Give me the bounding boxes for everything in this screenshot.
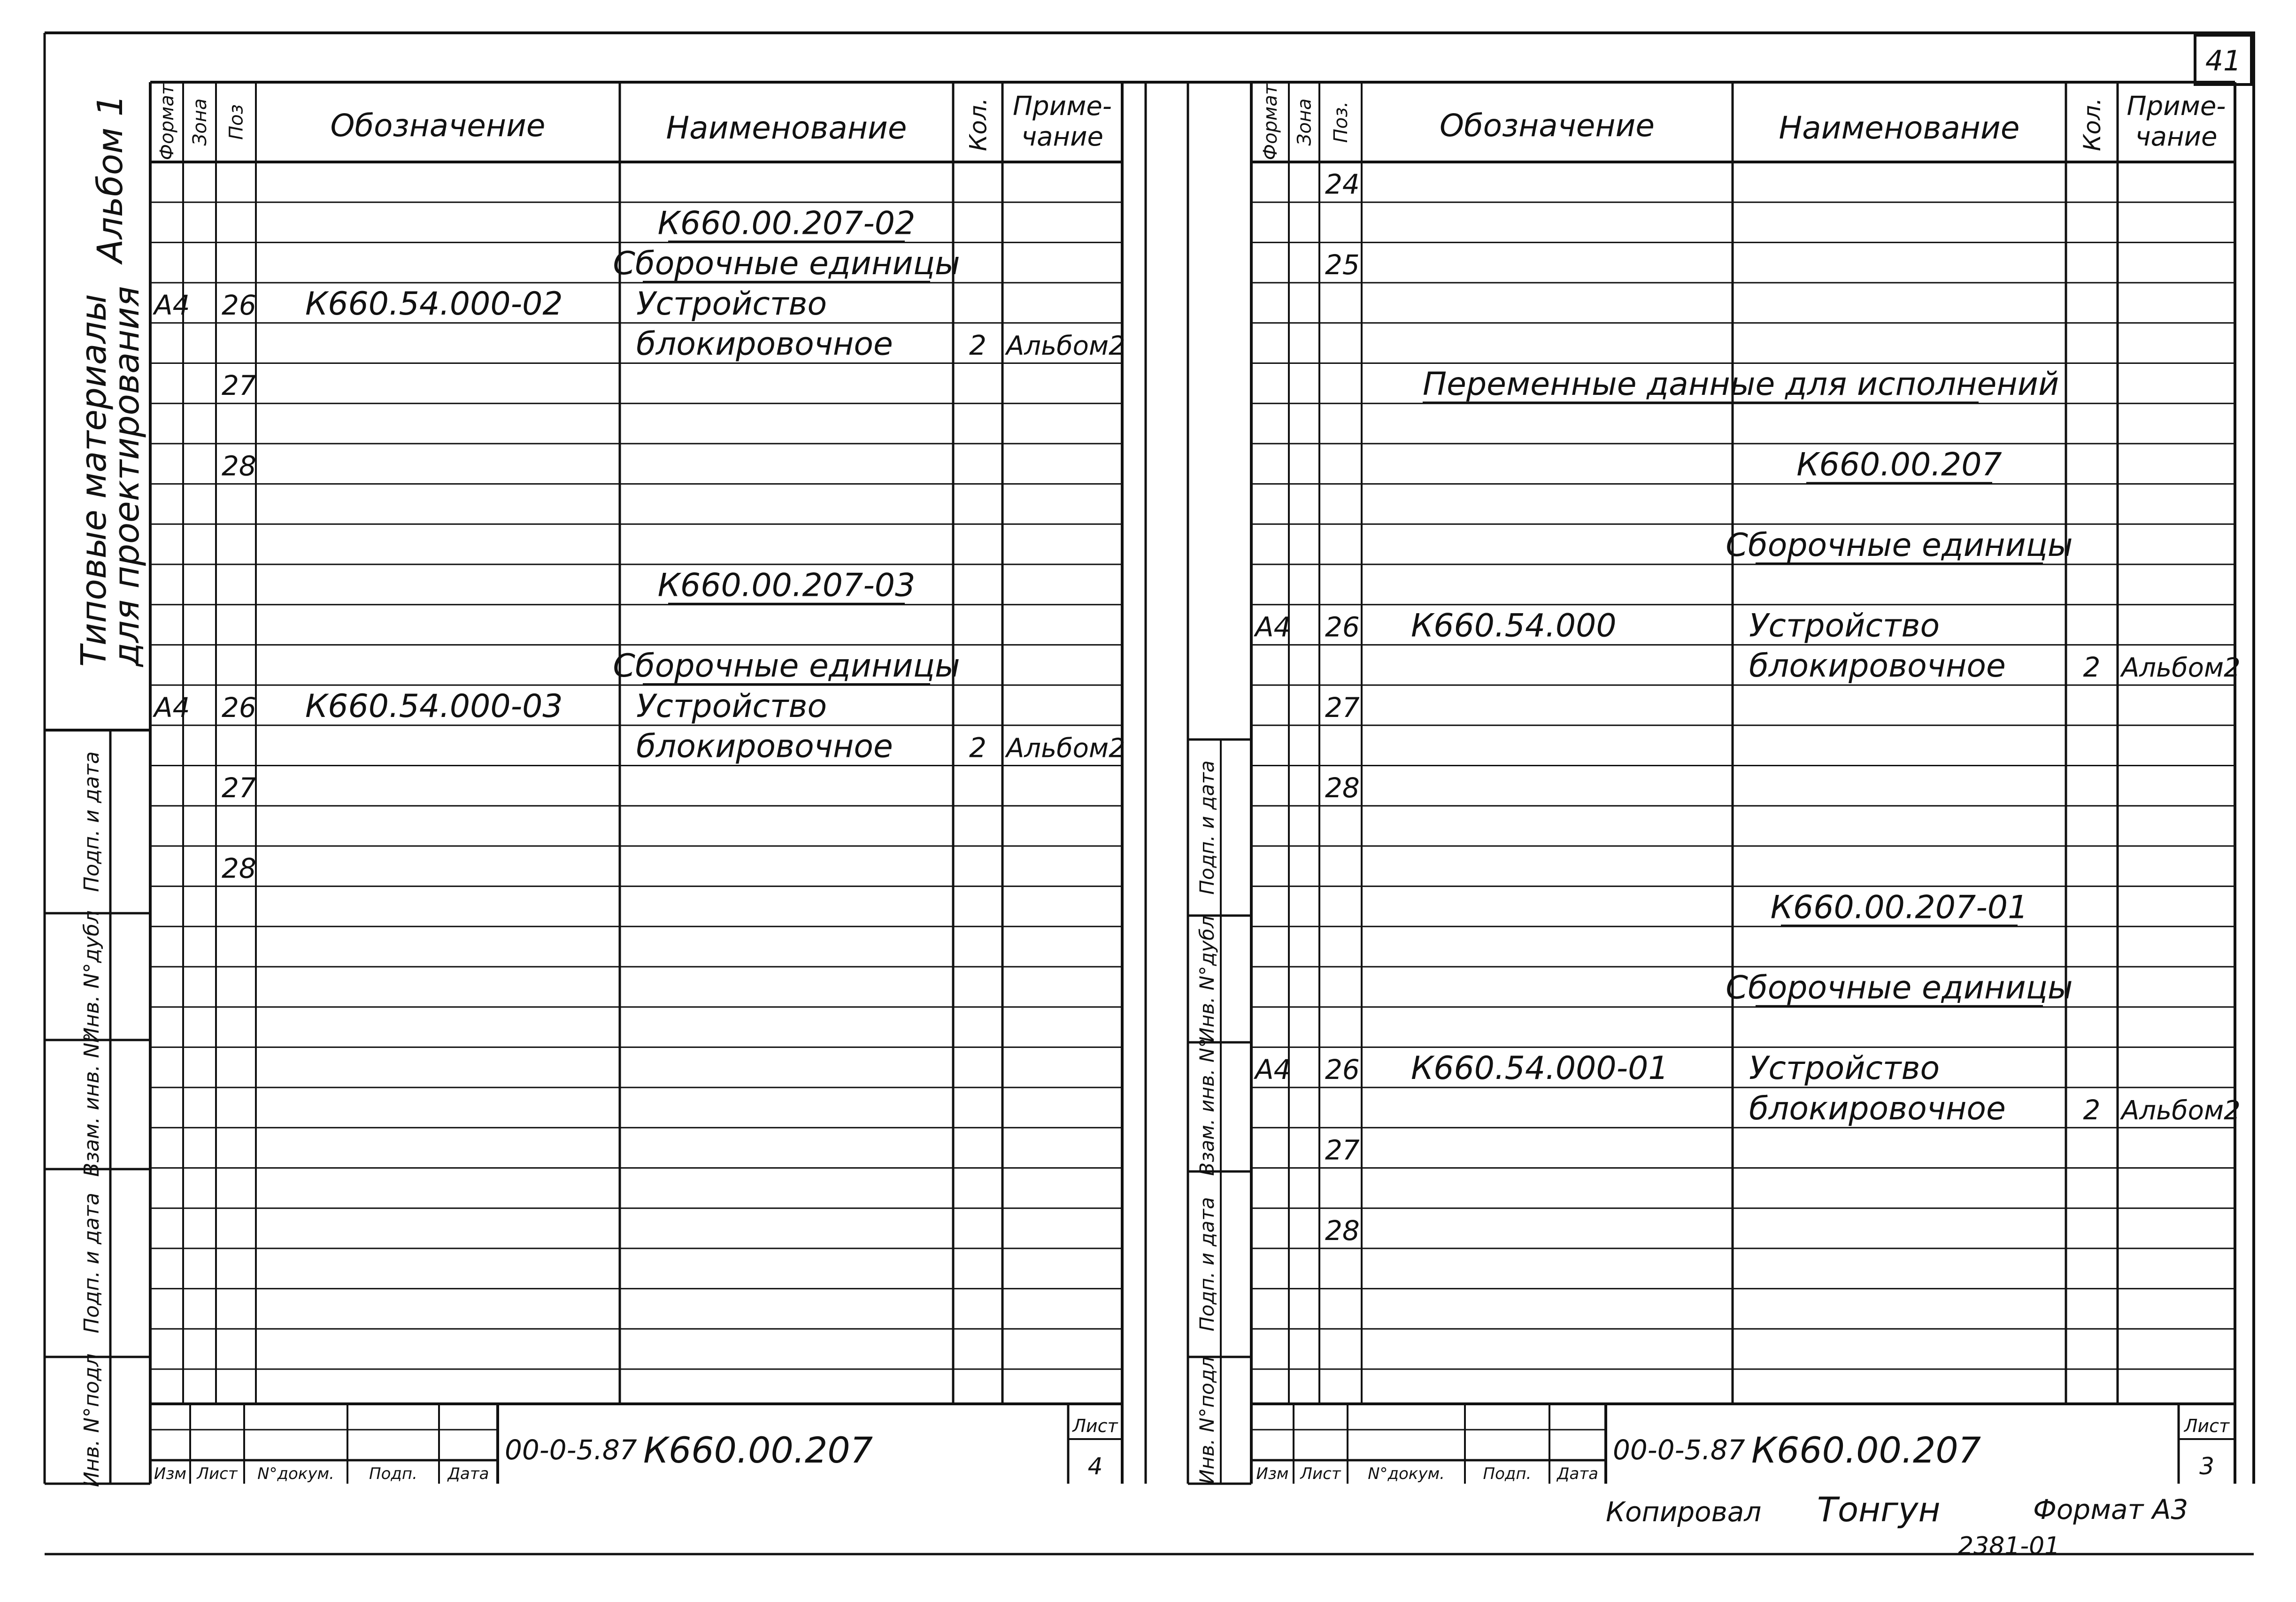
cell-position: 27 [1325, 1134, 1360, 1166]
cell-quantity: 2 [2083, 651, 2101, 684]
cell-name: Устройство [1749, 607, 1940, 645]
binding-stamp-label: Инв. N°подл [1195, 1356, 1218, 1484]
cell-name: Сборочные единицы [1726, 969, 2073, 1007]
title-block-column-label: Дата [447, 1464, 489, 1483]
header-format: Формат [1260, 84, 1281, 161]
cell-name-wide: Переменные данные для исполнений [1423, 366, 2059, 403]
binding-stamp-label: Подп. и дата [80, 1193, 104, 1333]
cell-name: блокировочное [1749, 647, 2006, 685]
cell-name: Сборочные единицы [613, 647, 960, 685]
cell-position: 28 [1325, 1214, 1360, 1247]
cell-position: 26 [222, 289, 256, 321]
cell-position: 26 [222, 691, 256, 724]
title-block-document: К660.00.207 [643, 1429, 873, 1471]
header-note: чание [2135, 122, 2218, 152]
title-block-column-label: Лист [1300, 1464, 1341, 1483]
cell-quantity: 2 [969, 329, 986, 362]
binding-stamp-label: Инв. N°подл [80, 1353, 104, 1487]
binding-stamp-label: Подп. и дата [1195, 760, 1218, 895]
title-block-column-label: Дата [1556, 1464, 1599, 1483]
cell-name: Устройство [636, 687, 827, 725]
cell-name: К660.00.207-02 [657, 205, 916, 242]
binding-strip [45, 82, 150, 1487]
cell-name: Устройство [1749, 1050, 1940, 1087]
title-block-column-label: N°докум. [1368, 1464, 1445, 1483]
cell-position: 26 [1325, 611, 1360, 643]
cell-position: 27 [222, 370, 256, 402]
title-block-sheet-number: 3 [2199, 1453, 2214, 1480]
cell-name: блокировочное [636, 325, 893, 363]
album-title-line1: Типовые материалы [74, 294, 114, 667]
cell-note: Альбом2 [2121, 653, 2241, 684]
binding-stamp-left [45, 730, 150, 1487]
title-block-column-label: Подп. [1483, 1464, 1532, 1483]
cell-position: 28 [222, 852, 256, 885]
cell-format: А4 [154, 289, 190, 321]
cell-note: Альбом2 [2121, 1095, 2241, 1126]
title-block-sheet-label: Лист [2184, 1416, 2230, 1436]
cell-position: 26 [1325, 1054, 1360, 1086]
title-block-column-label: Подп. [369, 1464, 417, 1483]
copied-label: Копировал [1606, 1496, 1762, 1528]
header-format: Формат [156, 84, 178, 161]
header-designation: Обозначение [330, 108, 546, 144]
cell-designation: К660.54.000-02 [305, 285, 563, 323]
cell-note: Альбом2 [1006, 331, 1125, 362]
header-zone: Зона [189, 98, 211, 146]
cell-name: Устройство [636, 285, 827, 323]
binding-stamp-label: Инв. N°дубл [1195, 916, 1218, 1042]
cell-designation: К660.54.000-03 [305, 687, 563, 725]
cell-quantity: 2 [969, 732, 986, 764]
cell-format: А4 [154, 691, 190, 724]
header-quantity: Кол. [2079, 98, 2106, 151]
binding-stamp-label: Подп. и дата [80, 751, 104, 892]
left-specification-sheet [150, 82, 1125, 1484]
title-block-code: 00-0-5.87 [1613, 1434, 1745, 1466]
binding-stamp-label: Взам. инв. N° [1195, 1038, 1218, 1176]
cell-name: К660.00.207-01 [1770, 889, 2028, 926]
binding-stamp-label: Подп. и дата [1195, 1197, 1218, 1332]
cell-position: 25 [1325, 249, 1360, 281]
header-name: Наименование [1779, 110, 2020, 146]
title-block-column-label: Изм [154, 1464, 187, 1483]
album-number: Альбом 1 [90, 94, 131, 263]
cell-quantity: 2 [2083, 1094, 2101, 1126]
cell-designation: К660.54.000 [1411, 607, 1617, 645]
right-specification-sheet [1251, 82, 2241, 1484]
header-position: Поз [225, 104, 247, 140]
cell-position: 27 [1325, 691, 1360, 724]
title-block-column-label: N°докум. [257, 1464, 334, 1483]
cell-name: К660.00.207-03 [657, 567, 916, 604]
header-name: Наименование [666, 110, 907, 146]
header-position: Поз. [1330, 101, 1352, 143]
header-note: Приме- [2126, 91, 2226, 122]
cell-name: блокировочное [1749, 1090, 2006, 1127]
title-block-document: К660.00.207 [1751, 1429, 1981, 1471]
page-number: 41 [2205, 45, 2242, 77]
cell-name: К660.00.207 [1796, 446, 2002, 484]
sheet-divider [1122, 82, 1251, 1484]
cell-name: блокировочное [636, 728, 893, 765]
cell-position: 28 [1325, 772, 1360, 804]
header-zone: Зона [1294, 98, 1316, 146]
cell-position: 27 [222, 772, 256, 804]
cell-format: А4 [1255, 611, 1291, 643]
binding-stamp-label: Взам. инв. N° [80, 1032, 104, 1177]
format-label: Формат А3 [2033, 1494, 2188, 1525]
footer [1606, 1490, 2188, 1560]
cell-format: А4 [1255, 1054, 1291, 1086]
title-block-column-label: Изм [1256, 1464, 1289, 1483]
archive-number: 2381-01 [1958, 1532, 2060, 1560]
copier-signature: Тонгун [1817, 1490, 1941, 1529]
cell-name: Сборочные единицы [1726, 527, 2073, 564]
title-block-column-label: Лист [197, 1464, 238, 1483]
header-note: Приме- [1013, 91, 1112, 122]
album-title-line2: для проектирования [107, 286, 147, 667]
cell-position: 28 [222, 450, 256, 482]
header-note: чание [1021, 122, 1103, 152]
cell-name: Сборочные единицы [613, 245, 960, 283]
header-designation: Обозначение [1440, 108, 1655, 144]
title-block-sheet-number: 4 [1087, 1453, 1103, 1480]
cell-designation: К660.54.000-01 [1411, 1050, 1669, 1087]
cell-note: Альбом2 [1006, 733, 1125, 764]
binding-stamp-label: Инв. N°дубл [80, 910, 104, 1043]
cell-position: 24 [1325, 168, 1360, 200]
header-quantity: Кол. [964, 98, 992, 151]
title-block-code: 00-0-5.87 [505, 1434, 637, 1466]
title-block-sheet-label: Лист [1072, 1416, 1118, 1436]
